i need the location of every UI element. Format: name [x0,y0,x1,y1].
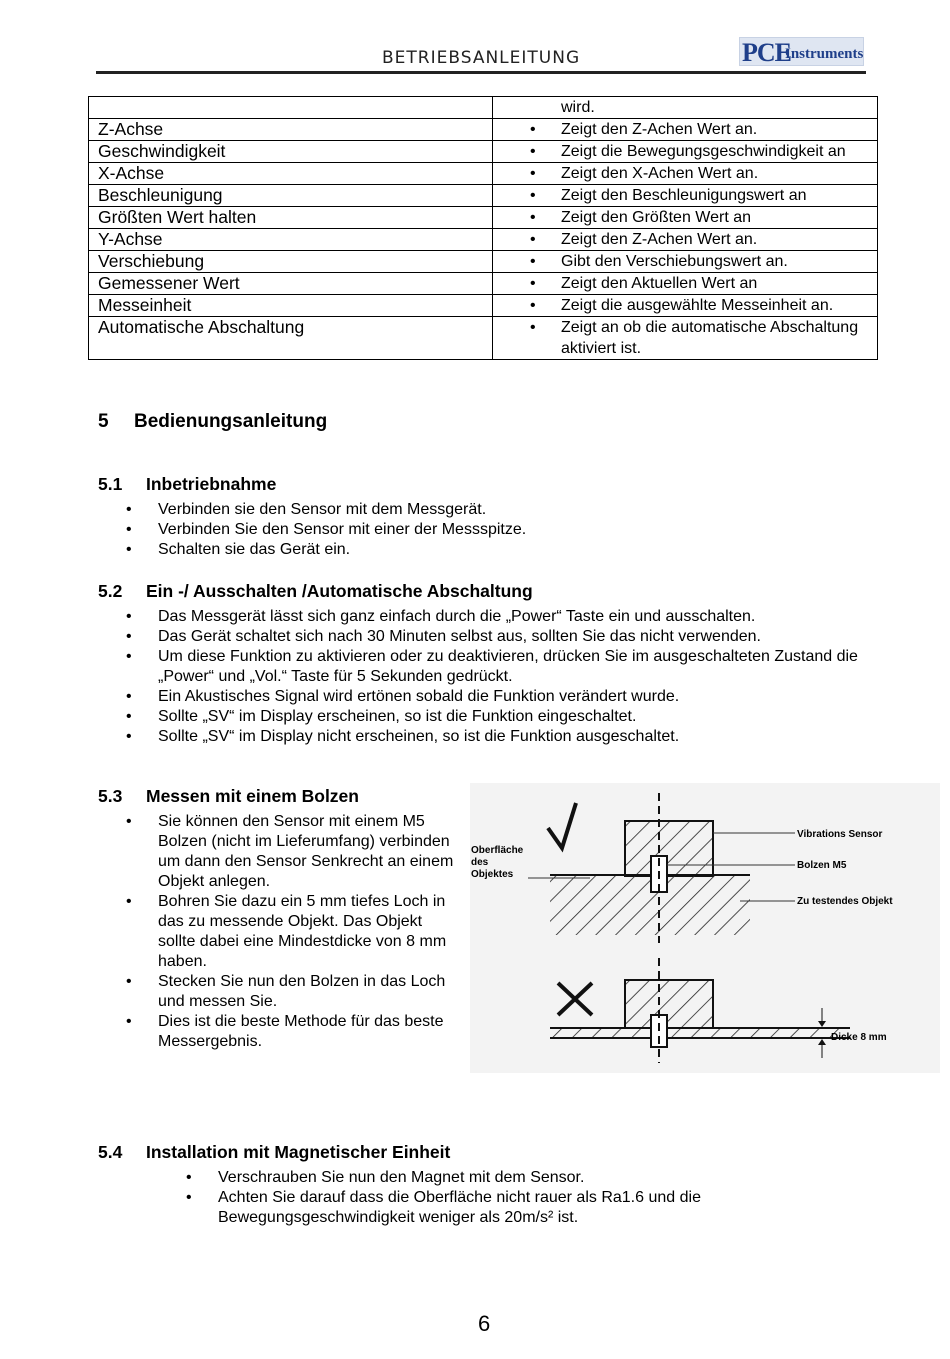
header-title: BETRIEBSANLEITUNG [382,48,581,68]
row-description-cell [493,229,878,251]
row-description: Gibt den Verschiebungswert an. [561,253,788,270]
section-5-4-heading [98,1142,450,1163]
table-row [89,229,878,251]
row-label [89,97,493,119]
row-label: Messeinheit [89,295,493,317]
list-item: • Das Gerät schaltet sich nach 30 Minuten selbst aus, sollten Sie das nicht verwenden. [126,627,871,647]
row-description: Zeigt den Größten Wert an [561,209,752,226]
row-description: Zeigt den X-Achen Wert an. [561,165,759,182]
list-item: • Verbinden Sie den Sensor mit einer der Messspitze. [126,520,866,540]
list-item: • Verschrauben Sie nun den Magnet mit dem Sensor. [186,1168,746,1188]
list-item: • Bohren Sie dazu ein 5 mm tiefes Loch in das zu messende Objekt. Das Objekt sollte dabei eine Mindestdicke von 8 mm haben. [126,892,462,972]
row-description: Zeigt den Z-Achen Wert an. [561,231,758,248]
list-item: • Ein Akustisches Signal wird ertönen sobald die Funktion verändert wurde. [126,687,871,707]
row-description-cell [493,97,878,119]
s54-list [186,1168,746,1228]
row-label: Y-Achse [89,229,493,251]
row-label: Verschiebung [89,251,493,273]
logo-pce-text: PCE [742,38,791,67]
section-5-heading [98,411,327,433]
bullet-icon: • [530,121,536,138]
row-label: Automatische Abschaltung [89,317,493,360]
section-number: 5 [98,411,109,432]
s53-list [126,812,462,1052]
vibration-sensor-shape-2 [625,980,713,1028]
section-title: Bedienungsanleitung [134,411,328,432]
table-row [89,141,878,163]
row-label: Größten Wert halten [89,207,493,229]
list-item: • Dies ist die beste Methode für das beste Messergebnis. [126,1012,462,1052]
section-5-1-heading [98,474,276,495]
bullet-icon: • [530,231,536,248]
list-item: • Verbinden sie den Sensor mit dem Messgerät. [126,500,866,520]
s51-list [126,500,866,560]
row-label: Gemessener Wert [89,273,493,295]
list-item: • Schalten sie das Gerät ein. [126,540,866,560]
bullet-icon: • [530,319,536,336]
row-description-cell [493,163,878,185]
bullet-icon: • [530,253,536,270]
section-number: 5.4 [98,1142,123,1162]
section-title: Inbetriebnahme [146,474,277,494]
display-legend-table [88,96,878,360]
row-description-cell [493,317,878,360]
table-row [89,273,878,295]
list-item: • Sollte „SV“ im Display erscheinen, so ist die Funktion eingeschaltet. [126,707,871,727]
row-label: Geschwindigkeit [89,141,493,163]
bullet-icon: • [530,297,536,314]
bullet-icon: • [530,275,536,292]
row-description-cell [493,141,878,163]
row-description-cell [493,119,878,141]
list-item: • Achten Sie darauf dass die Oberfläche nicht rauer als Ra1.6 und die Bewegungsgeschwindigkeit weniger als 20m/s² ist. [186,1188,746,1228]
list-item: • Sie können den Sensor mit einem M5 Bolzen (nicht im Lieferumfang) verbinden um dann den Sensor Senkrecht an einem Objekt anlegen. [126,812,462,892]
s52-list [126,607,871,747]
row-description: Zeigt den Z-Achen Wert an. [561,121,758,138]
sensor-label: Vibrations Sensor [797,829,883,840]
row-description-cell [493,207,878,229]
list-item: • Stecken Sie nun den Bolzen in das Loch und messen Sie. [126,972,462,1012]
table-row [89,317,878,360]
section-number: 5.2 [98,581,123,601]
table-row [89,251,878,273]
bolt-mounting-diagram [470,783,940,1073]
row-description-cell [493,295,878,317]
section-number: 5.1 [98,474,123,494]
row-description: Zeigt an ob die automatische Abschaltung aktiviert ist. [561,319,859,357]
row-description: Zeigt den Aktuellen Wert an [561,275,758,292]
row-description: wird. [561,99,595,116]
header-rule [96,71,866,74]
section-5-2-heading [98,581,533,602]
thickness-label: Dicke 8 mm [831,1032,887,1043]
logo-instruments-text: Instruments [785,46,864,62]
list-item: • Das Messgerät lässt sich ganz einfach durch die „Power“ Taste ein und ausschalten. [126,607,871,627]
page-number: 6 [478,1311,491,1336]
table-row [89,119,878,141]
surface-label: Oberfläche des Objektes [471,845,524,880]
section-number: 5.3 [98,786,123,806]
bullet-icon: • [530,165,536,182]
bullet-icon: • [530,143,536,160]
vibration-sensor-shape [625,821,713,876]
row-label: Z-Achse [89,119,493,141]
bullet-icon: • [530,187,536,204]
table-row [89,163,878,185]
section-title: Installation mit Magnetischer Einheit [146,1142,451,1162]
list-item: • Um diese Funktion zu aktivieren oder zu deaktivieren, drücken Sie im ausgeschalteten Zustand die „Power“ und „Vol.“ Taste für 5 Sekunden gedrückt. [126,647,871,687]
table-row [89,97,878,119]
row-description: Zeigt die ausgewählte Messeinheit an. [561,297,834,314]
section-title: Messen mit einem Bolzen [146,786,359,806]
row-label: Beschleunigung [89,185,493,207]
row-label: X-Achse [89,163,493,185]
row-description-cell [493,251,878,273]
table-row [89,295,878,317]
object-label: Zu testendes Objekt [797,896,893,907]
row-description-cell [493,273,878,295]
list-item: • Sollte „SV“ im Display nicht erscheinen, so ist die Funktion ausgeschaltet. [126,727,871,747]
section-title: Ein -/ Ausschalten /Automatische Abschaltung [146,581,533,601]
row-description: Zeigt den Beschleunigungswert an [561,187,807,204]
table-row [89,207,878,229]
row-description: Zeigt die Bewegungsgeschwindigkeit an [561,143,846,160]
row-description-cell [493,185,878,207]
bolt-label: Bolzen M5 [797,860,847,871]
bullet-icon: • [530,209,536,226]
section-5-3-heading [98,786,359,807]
table-row [89,185,878,207]
thin-object-shape [550,1028,850,1038]
